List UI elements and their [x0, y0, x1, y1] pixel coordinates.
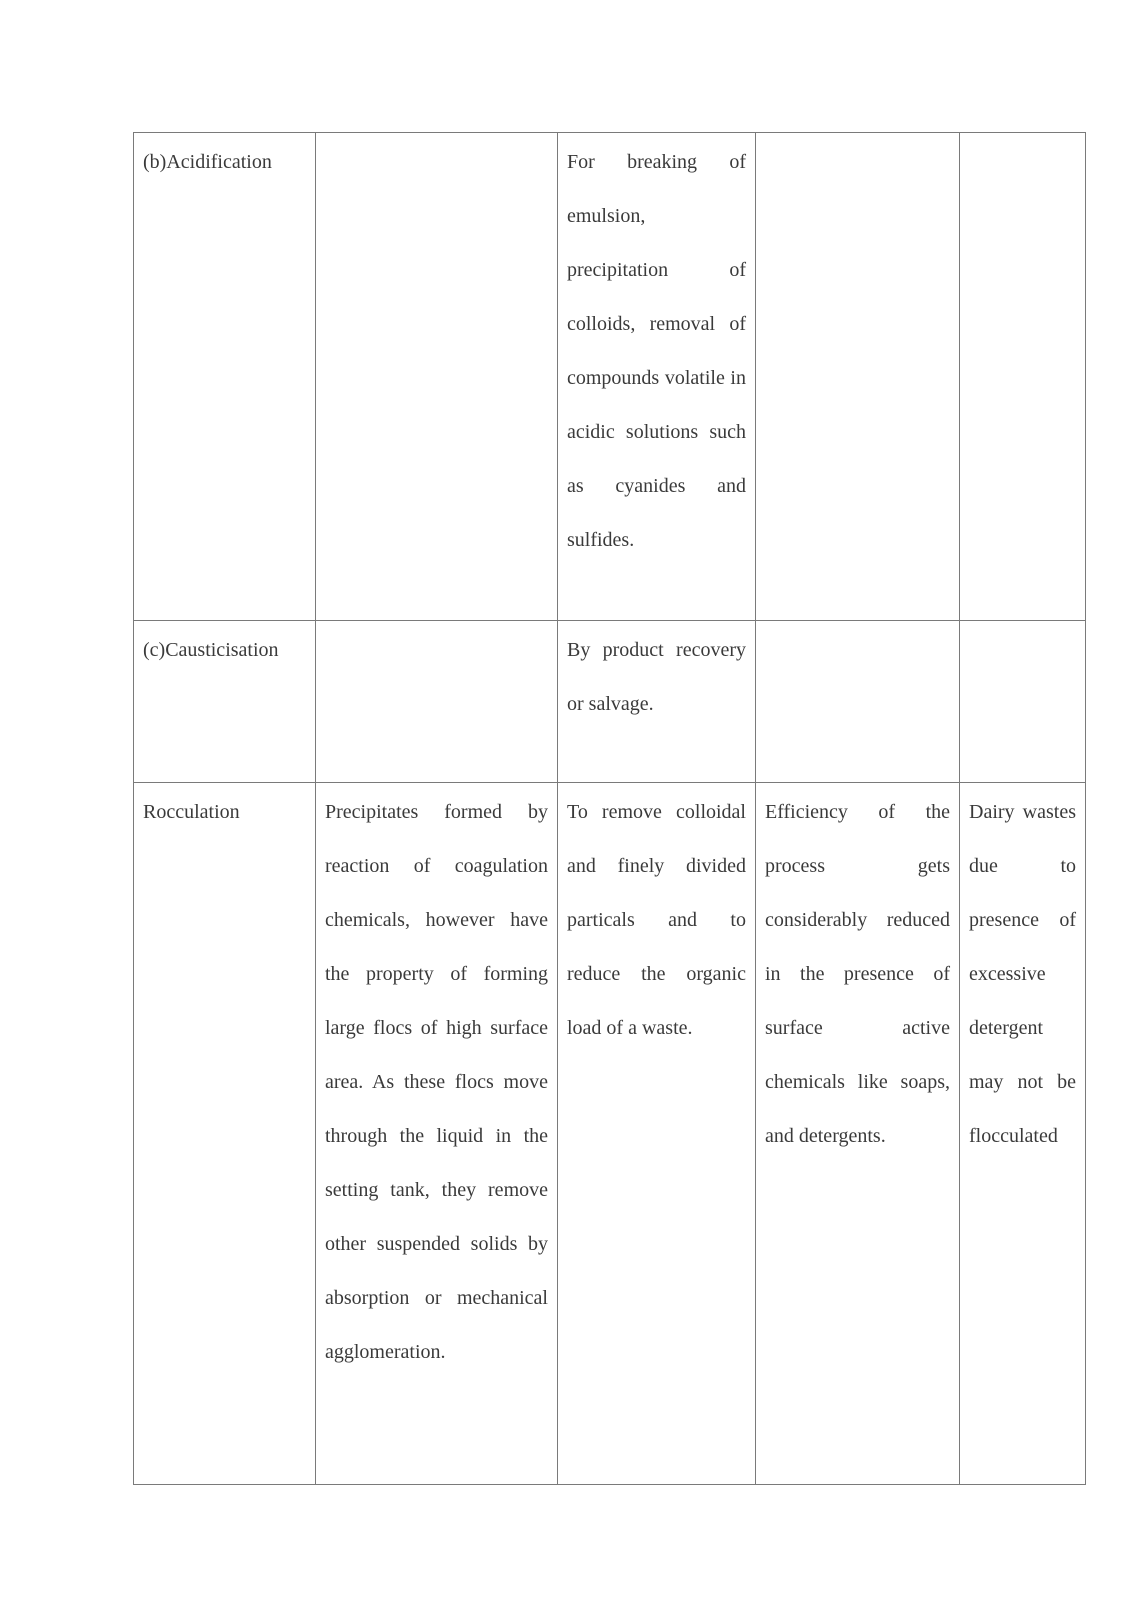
method-purpose: By product recovery or salvage.	[567, 639, 746, 715]
method-description: Precipitates formed by reaction of coagulation chemicals, however have the property of forming large flocs of high surface area. As these flocs move through the liquid in the setting tank, they remove other suspended solids by absorption or mechanical agglomeration.	[325, 801, 548, 1363]
description-cell	[316, 133, 558, 621]
method-name-cell	[134, 621, 316, 783]
method-limitation: Efficiency of the process gets considerably reduced in the presence of surface active chemicals like soaps, and detergents.	[765, 801, 950, 1147]
method-purpose: For breaking of emulsion, precipitation of colloids, removal of compounds volatile in acidic solutions such as cyanides and sulfides.	[567, 151, 746, 551]
table-row	[134, 133, 1086, 621]
remark-cell	[960, 783, 1086, 1485]
purpose-cell	[558, 783, 756, 1485]
limitation-cell	[756, 783, 960, 1485]
method-name-cell	[134, 783, 316, 1485]
limitation-cell	[756, 133, 960, 621]
description-cell	[316, 783, 558, 1485]
limitation-cell	[756, 621, 960, 783]
table-row	[134, 783, 1086, 1485]
purpose-cell	[558, 621, 756, 783]
table-row	[134, 621, 1086, 783]
method-name-cell	[134, 133, 316, 621]
method-name: (b)Acidification	[143, 151, 272, 173]
remark-cell	[960, 621, 1086, 783]
method-remark: Dairy wastes due to presence of excessive detergent may not be flocculated	[969, 801, 1076, 1147]
purpose-cell	[558, 133, 756, 621]
description-cell	[316, 621, 558, 783]
method-name: Rocculation	[143, 801, 240, 823]
treatment-methods-table	[133, 132, 1086, 1485]
method-purpose: To remove colloidal and finely divided particals and to reduce the organic load of a waste.	[567, 801, 746, 1039]
method-name: (c)Causticisation	[143, 639, 279, 661]
remark-cell	[960, 133, 1086, 621]
